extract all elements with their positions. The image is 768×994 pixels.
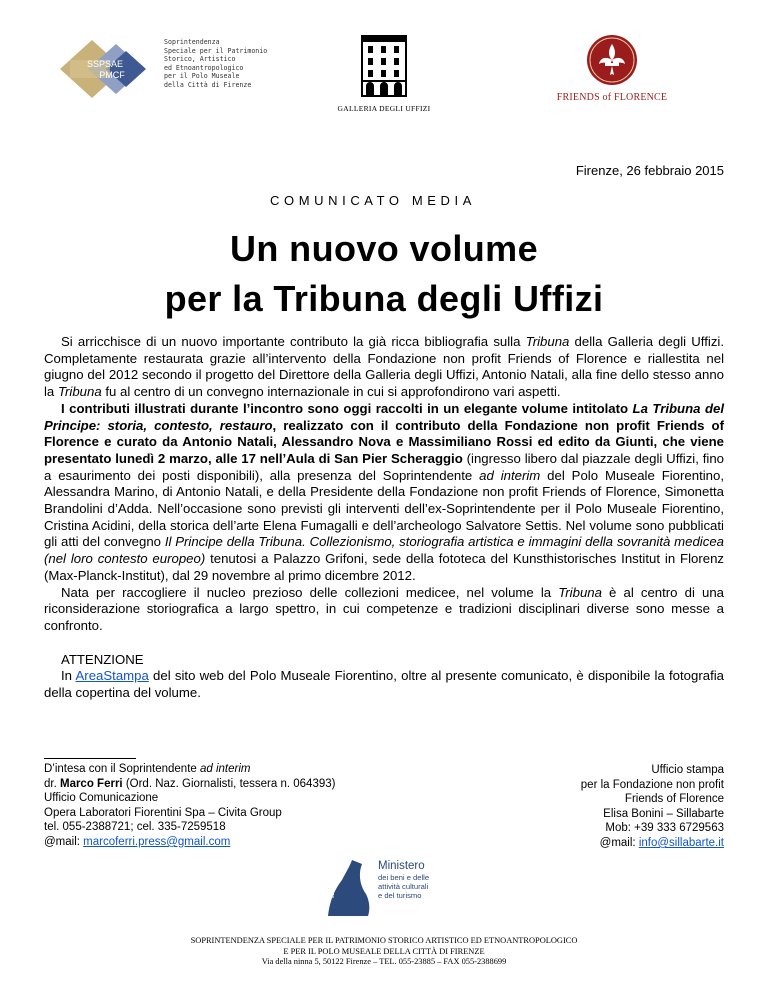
paragraph-1 [44,334,724,401]
sspsae-logo [42,32,268,104]
attenzione-block [44,652,724,702]
sspsae-line: Soprintendenza [164,38,220,46]
text: @mail: [599,836,639,849]
text: dr. [44,777,60,790]
text: (ingresso libero dal piazzale degli Uffizi, fino a esaurimento dei posti disponibili), alla presenza del Soprintendente [44,450,724,483]
text: Nata per raccogliere il nucleo prezioso delle collezioni medicee, nel volume la [61,584,559,600]
text: @mail: [44,835,84,848]
ministero-line: e del turismo [378,891,422,900]
ministero-line: dei beni e delle [378,873,430,882]
headline-line-1: Un nuovo volume [229,228,538,269]
text: Si arricchisce di un nuovo importante contributo la già ricca bibliografia sulla [61,334,526,349]
contact-line [44,777,335,792]
comunicato-label: COMUNICATO MEDIA [270,193,477,208]
headline [0,224,768,324]
sspsae-text [164,38,267,90]
contact-line: per la Fondazione non profit [580,778,724,791]
contact-line: Elisa Bonini – Sillabarte [603,807,724,820]
contact-line: Mob: +39 333 6729563 [605,822,724,835]
badge-text-2: PMCF [99,70,125,80]
contact-line: Ufficio Comunicazione [44,792,159,805]
email-link-ferri[interactable]: marcoferri.press@gmail.com [83,835,231,848]
text: fu al centro di un convegno internazionale in cui si approfondirono vari aspetti. [101,384,561,400]
contact-line [44,835,335,850]
italic-text: ad interim [479,467,541,483]
text: In [61,668,76,684]
friends-of-florence-logo [544,34,680,114]
text: D’intesa con il Soprintendente [44,763,200,775]
contact-line: Friends of Florence [624,793,724,806]
book-title: La Tribuna del Principe: storia, contesto, restauro [44,400,724,433]
uffizi-building-icon [360,34,408,98]
sspsae-line: ed Etnoantropologico [164,63,244,72]
text: è al centro di una riconsiderazione storiografica a largo spettro, in cui competenze e tradizioni disciplinari diverse sono messe a confronto. [44,584,724,633]
conference-title: Il Principe della Tribuna. Collezionismo, storiografia artistica e immagini della sovranità medicea (nel loro contesto europeo) [44,534,724,567]
contact-line [484,836,724,851]
text: della Galleria degli Uffizi. Completamente restaurata grazie all’intervento della Fondazione non profit Friends of Florence e riallestita nel giugno del 2012 secondo il progetto del Direttore della Galleria degli Uffizi, Antonio Natali, alla fine dello stesso anno la [44,334,725,400]
sspsae-badge-icon [50,36,156,102]
uffizi-caption: GALLERIA DEGLI UFFIZI [337,104,431,113]
contact-line [44,762,335,777]
sspsae-line: Storico, Artistico [164,55,236,64]
text: del Polo Museale Fiorentino, Alessandra Marino, di Antonio Natali, e della Presidente della Fondazione non profit Friends of Florence, Simonetta Brandolini d’Adda. Nell’occasione sono previsti gli interventi dell’ex-Soprintendente per il Polo Museale Fiorentino, Cristina Acidini, della storica dell’arte Elena Fumagalli e dell’archeologo Salvatore Settis. Nel volume sono pubblicati gli atti del convegno [44,467,724,550]
florence-lily-icon [586,34,638,86]
press-release-body [44,334,724,702]
contact-line: Opera Laboratori Fiorentini Spa – Civita Group [44,806,282,819]
uffizi-logo [320,34,448,114]
document-date: Firenze, 26 febbraio 2015 [575,163,724,178]
sspsae-line: della Città di Firenze [164,80,252,89]
paragraph-3 [44,585,724,635]
bold-text: I contributi illustrati durante l’incontro sono oggi raccolti in un elegante volume intitolato [61,400,633,416]
area-stampa-link[interactable]: AreaStampa [75,668,149,684]
ministero-text [378,860,429,900]
footer-line: Via della ninna 5, 50122 Firenze – TEL. 055-23885 – FAX 055-2388699 [261,957,507,967]
badge-text-1: SSPSAE [86,59,124,69]
italic-text: ad interim [200,763,251,775]
contact-line: Ufficio stampa [651,764,724,776]
text: (Ord. Naz. Giornalisti, tessera n. 064393) [122,777,336,790]
ministero-logo [322,858,462,918]
footnote-divider [44,758,136,759]
sspsae-line: Speciale per il Patrimonio [164,46,268,55]
mibact-mark-text: MiBACT [327,866,336,898]
paragraph-2 [44,401,724,585]
contacts-left [44,762,335,850]
attenzione-text [44,668,724,701]
institution-footer [0,936,768,968]
email-link-sillabarte[interactable]: info@sillabarte.it [638,836,724,849]
italic-text: Tribuna [57,384,102,400]
bold-text: , realizzato con il contributo della Fondazione non profit Friends of Florence e curato da Antonio Natali, Alessandro Nova e Massimiliano Rossi ed edito da Giunti, che viene presentato lunedì 2 marzo, alle 17 nell’Aula di San Pier Scheraggio [44,417,725,466]
ministero-line: attività culturali [378,882,429,891]
headline-line-2: per la Tribuna degli Uffizi [164,278,604,319]
fof-caption: FRIENDS of FLORENCE [556,92,668,103]
italic-text: Tribuna [558,584,602,600]
sspsae-line: per il Polo Museale [164,72,240,81]
mibact-mark-icon [322,858,374,918]
attenzione-title: ATTENZIONE [61,651,144,667]
footer-line: SOPRINTENDENZA SPECIALE PER IL PATRIMONIO STORICO ARTISTICO ED ETNOANTROPOLOGICO [190,936,578,945]
italic-text: Tribuna [525,334,570,349]
text: tenutosi a Palazzo Grifoni, sede della fototeca del Kunsthistorisches Institut in Florenz (Max-Planck-Institut), dal 29 novembre al primo dicembre 2012. [44,551,724,583]
contacts-right [484,763,724,851]
contact-line: tel. 055-2388721; cel. 335-7259518 [44,821,226,834]
ministero-line: Ministero [378,860,425,872]
contact-name: Marco Ferri [59,777,123,790]
text: del sito web del Polo Museale Fiorentino, oltre al presente comunicato, è disponibile la fotografia della copertina del volume. [44,668,724,701]
footer-line: E PER IL POLO MUSEALE DELLA CITTÀ DI FIRENZE [283,946,485,956]
